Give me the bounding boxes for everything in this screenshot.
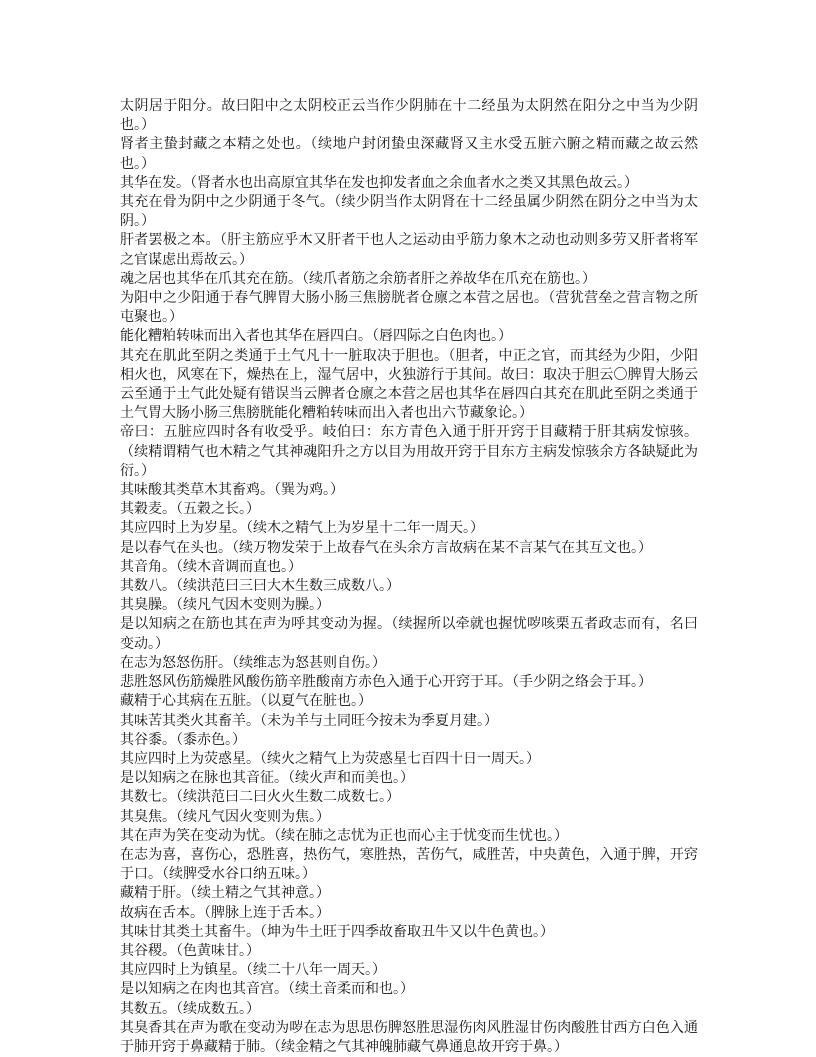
paragraph: 其味苦其类火其畜羊。（未为羊与土同旺今按未为季夏月建。） — [120, 712, 498, 729]
paragraph: 其臭香其在声为歌在变动为哕在志为思思伤脾怒胜思湿伤肉风胜湿甘伤肉酸胜甘西方白色入通于肺开窍于鼻藏精于肺。（续金精之气其神魄肺藏气鼻通息故开窍于鼻。） — [120, 1019, 698, 1055]
paragraph: 其臭臊。（续凡气因木变则为臊。） — [120, 597, 330, 614]
paragraph: 其谷黍。（黍赤色。） — [120, 731, 246, 748]
paragraph: 是以知病之在筋也其在声为呼其变动为握。（续握所以牵就也握忧哕咳栗五者政志而有，名曰变动。） — [120, 616, 698, 652]
paragraph: 其音角。（续木音调而直也。） — [120, 558, 302, 575]
paragraph: 帝曰：五脏应四时各有收受乎。岐伯曰：东方青色入通于肝开窍于目藏精于肝其病发惊骇。（续精谓精气也木精之气其神魂阳升之方以目为用故开窍于目东方主病发惊骇余方各缺疑此为衍。） — [120, 424, 698, 479]
paragraph: 肾者主蛰封藏之本精之处也。（续地户封闭蛰虫深藏肾又主水受五脏六腑之精而藏之故云然也。） — [120, 136, 698, 172]
paragraph: 藏精于肝。（续土精之气其神意。） — [120, 885, 330, 902]
paragraph: 其充在骨为阴中之少阴通于冬气。（续少阴当作太阴肾在十二经虽属少阴然在阴分之中当为太阴。） — [120, 194, 698, 230]
paragraph: 其味甘其类土其畜牛。（坤为牛土旺于四季故畜取丑牛又以牛色黄也。） — [120, 923, 554, 940]
paragraph: 在志为喜，喜伤心，恐胜喜，热伤气，寒胜热，苦伤气，咸胜苦，中央黄色，入通于脾，开窍于口。（续脾受水谷口纳五味。） — [120, 846, 698, 883]
paragraph: 是以春气在头也。（续万物发荣于上故春气在头余方言故病在某不言某气在其互文也。） — [120, 539, 652, 556]
document-page — [120, 97, 698, 1057]
paragraph: 其味酸其类草木其畜鸡。（巽为鸡。） — [120, 482, 344, 499]
paragraph: 其数八。（续洪范曰三曰大木生数三成数八。） — [120, 578, 400, 595]
paragraph: 其数七。（续洪范曰二曰火火生数二成数七。） — [120, 789, 400, 806]
paragraph: 其充在肌此至阴之类通于土气凡十一脏取决于胆也。（胆者，中正之官，而其经为少阳，少阳相火也，风寒在下，燥热在上，湿气居中，火独游行于其间。故曰：取决于胆云〇脾胃大肠云云至通于土气此处疑有错误当云脾者仓廪之本营之居也其华在唇四白其充在肌此至阴之类通于土气胃大肠小肠三焦膀胱能化糟粕转味而出入者也出六节藏象论。） — [120, 347, 698, 422]
paragraph: 悲胜怒风伤筋燥胜风酸伤筋辛胜酸南方赤色入通于心开窍于耳。（手少阴之络会于耳。） — [120, 674, 652, 691]
paragraph: 其华在发。（肾者水也出高原宜其华在发也抑发者血之余血者水之类又其黑色故云。） — [120, 174, 638, 191]
paragraph: 其臭焦。（续凡气因火变则为焦。） — [120, 808, 330, 825]
paragraph: 其应四时上为镇星。（续二十八年一周天。） — [120, 962, 386, 979]
paragraph: 其应四时上为岁星。（续木之精气上为岁星十二年一周天。） — [120, 520, 484, 537]
paragraph: 故病在舌本。（脾脉上连于舌本。） — [120, 904, 330, 921]
paragraph: 藏精于心其病在五脏。（以夏气在脏也。） — [120, 693, 372, 710]
paragraph: 为阳中之少阳通于春气脾胃大肠小肠三焦膀胱者仓廪之本营之居也。（营犹营垒之营言物之所屯聚也。） — [120, 290, 698, 326]
paragraph: 其应四时上为荧惑星。（续火之精气上为荧惑星七百四十日一周天。） — [120, 750, 540, 767]
paragraph: 其在声为笑在变动为忧。（续在肺之志忧为正也而心主于忧变而生忧也。） — [120, 827, 568, 844]
paragraph: 是以知病之在脉也其音征。（续火声和而美也。） — [120, 770, 414, 787]
paragraph: 能化糟粕转味而出入者也其华在唇四白。（唇四际之白色肉也。） — [120, 328, 512, 345]
paragraph: 其谷稷。（色黄味甘。） — [120, 942, 260, 959]
paragraph: 魂之居也其华在爪其充在筋。（续爪者筋之余筋者肝之养故华在爪充在筋也。） — [120, 270, 596, 287]
paragraph: 其数五。（续成数五。） — [120, 1000, 260, 1017]
paragraph: 肝者罢极之本。（肝主筋应乎木又肝者干也人之运动由乎筋力象木之动也动则多劳又肝者将军之官谋虑出焉故云。） — [120, 232, 698, 268]
paragraph: 在志为怒怒伤肝。（续维志为怒甚则自伤。） — [120, 654, 386, 671]
paragraph: 是以知病之在肉也其音宫。（续土音柔而和也。） — [120, 981, 414, 998]
paragraph: 太阴居于阳分。故曰阳中之太阴校正云当作少阴肺在十二经虽为太阴然在阳分之中当为少阴也。） — [120, 98, 698, 134]
paragraph: 其穀麦。（五穀之长。） — [120, 501, 260, 518]
